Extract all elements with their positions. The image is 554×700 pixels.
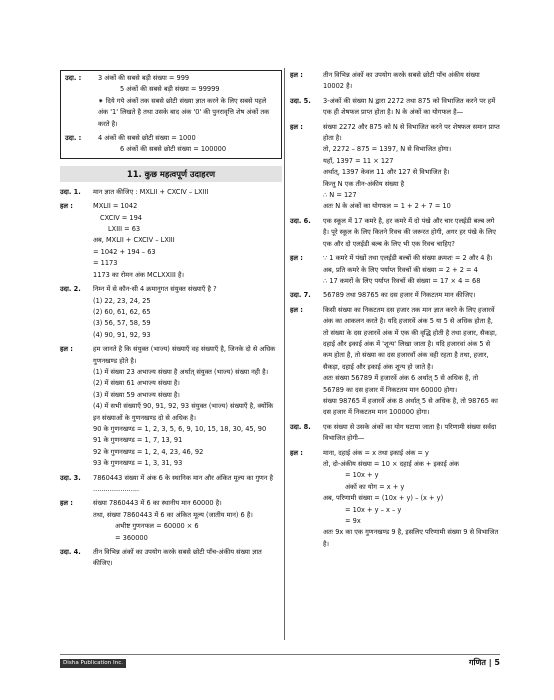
text-line: [60, 296, 282, 307]
text-line: [290, 305, 500, 373]
line-label: उदा. 5.: [290, 96, 311, 105]
text-line: [290, 448, 500, 459]
line-text: संख्या 98765 में हजारवें अंक 8 अर्थात् 5 से अधिक है, तो 98765 का दस हजार में निकटतम मान 100000 होगा।: [323, 396, 498, 417]
text-line: [60, 533, 282, 544]
line-text: = 10x + y: [345, 471, 379, 480]
line-text: अतः 9x का एक गुणनखण्ड 9 है, इसलिए परिणामी संख्या 9 से विभाजित है।: [323, 528, 499, 548]
line-label: उदा. :: [65, 134, 82, 143]
line-label: [60, 307, 93, 318]
text-line: [290, 505, 500, 516]
line-text: तो, 2272 – 875 = 1397, N से विभाजित होगा।: [323, 145, 452, 154]
line-text: 5 अंकों की सबसे बड़ी संख्या = 99999: [120, 85, 220, 94]
line-label: [290, 482, 323, 493]
line-text: (3) में संख्या 59 अभाज्य संख्या है।: [93, 390, 180, 399]
line-label: [60, 401, 93, 424]
right-content: [290, 70, 500, 550]
text-line: [60, 235, 282, 246]
text-line: [290, 190, 500, 201]
text-line: [60, 201, 282, 212]
line-label: [60, 458, 93, 469]
text-line: [290, 70, 500, 93]
line-label: [60, 390, 93, 401]
text-line: [290, 201, 500, 212]
line-text: 1173 का रोमन अंक MCLXXIII है।: [93, 270, 184, 279]
line-label: [60, 258, 93, 269]
line-text: CXCIV = 194: [100, 213, 143, 222]
line-label: [290, 156, 323, 167]
line-label: हल :: [290, 254, 303, 263]
line-text: 92 के गुणनखण्ड = 1, 2, 4, 23, 46, 92: [93, 447, 204, 456]
line-label: [65, 84, 98, 95]
line-label: [290, 516, 323, 527]
text-line: [65, 144, 277, 155]
line-text: अर्थात्, 1397 केवल 11 और 127 से विभाजित है।: [323, 168, 450, 177]
line-label: [290, 276, 323, 287]
page-number: गणित | 5: [469, 658, 500, 667]
line-text: किसी संख्या का निकटतम दस हजार तक मान ज्ञात करने के लिए हजारवें अंक का आकलन करते है। यदि हजारवें अंक 5 या 5 से अधिक होता है, तो संख्या के दस हजारवें अंक में एक की वृद्धि होती है तथा हजार, सैकड़ा, दहाई और इकाई अंक में 'शून्य' लिखा जाता है। यदि हजारवां अंक 5 से कम होता है, तो संख्या का दस हजारवाँ अंक वही रहता है तथा, हजार, सैकड़ा, दहाई और इकाई अंक शून्य हो जाते है।: [323, 305, 497, 371]
line-text: 3-अंकों की संख्या N द्वारा 2272 तथा 875 को विभाजित करने पर हमें एक ही शेषफल प्राप्त होता है। N के अंकों का योगफल है—: [323, 96, 496, 117]
text-line: [60, 378, 282, 389]
left-column: [60, 70, 282, 570]
text-line: [290, 122, 500, 145]
right-column: [290, 70, 500, 550]
text-line: [290, 253, 500, 264]
info-box: [60, 70, 282, 159]
line-label: [65, 96, 98, 130]
line-text: (1) में संख्या 23 अभाज्य संख्या है अर्थात् संयुक्त (भाज्य) संख्या नही है।: [93, 367, 269, 376]
text-line: [60, 224, 282, 235]
text-line: [65, 96, 277, 130]
line-label: हल :: [60, 499, 73, 508]
text-line: [60, 447, 282, 458]
text-line: [290, 276, 500, 287]
line-text: LXIII = 63: [108, 225, 141, 234]
text-line: [60, 270, 282, 281]
line-text: = 1173: [93, 259, 118, 268]
line-text: अतः संख्या 56789 में हजारवें अंक 6 अर्थात् 5 से अधिक है, तो 56789 का दस हजार में निकटतम मान 60000 होगा।: [323, 374, 479, 394]
text-line: [60, 547, 282, 570]
text-line: [60, 424, 282, 435]
line-text: हम जानते है कि संयुक्त (भाज्य) संख्याएँ वह संख्याएँ है, जिनके दो से अधिक गुणनखण्ड होते है।: [93, 345, 276, 365]
text-line: [60, 284, 282, 295]
text-line: [290, 527, 500, 550]
text-line: [290, 216, 500, 250]
line-label: [290, 459, 323, 470]
line-text: अब, MXLII + CXCIV – LXIII: [93, 236, 175, 245]
line-label: उदा. :: [65, 74, 82, 82]
text-line: [290, 470, 500, 481]
line-label: [60, 224, 93, 235]
line-text: (4) में सभी संख्याएँ 90, 91, 92, 93 संयुक्त (भाज्य) संख्याएँ है, क्योंकि इन संख्याओं के गुणनखण्ड दो से अधिक है।: [93, 402, 274, 422]
line-label: [290, 396, 323, 419]
text-line: [290, 482, 500, 493]
text-line: [290, 265, 500, 276]
line-label: उदा. 8.: [290, 422, 311, 431]
text-line: [60, 473, 282, 496]
line-label: [290, 167, 323, 178]
line-text: (2) में संख्या 61 अभाज्य संख्या है।: [93, 379, 180, 388]
line-text: निम्न में से कौन-सी 4 क्रमानुगत संयुक्त संख्याएँ है ?: [93, 285, 217, 294]
line-text: (3) 56, 57, 58, 59: [93, 319, 151, 328]
text-line: [60, 367, 282, 378]
text-line: [60, 401, 282, 424]
line-text: 93 के गुणनखण्ड = 1, 3, 31, 93: [93, 459, 183, 468]
text-line: [290, 373, 500, 396]
line-text: संख्या 2272 और 875 को N से विभाजित करने पर शेषफल समान प्राप्त होता है।: [323, 122, 500, 143]
line-label: [60, 510, 93, 521]
line-label: हल :: [60, 345, 73, 354]
line-label: [290, 144, 323, 155]
text-line: [60, 213, 282, 224]
text-line: [60, 307, 282, 318]
text-line: [60, 187, 282, 198]
text-line: [290, 422, 500, 445]
text-line: [60, 247, 282, 258]
line-text: अभीष्ट गुणनफल = 60000 × 6: [115, 522, 199, 531]
line-label: [290, 179, 323, 190]
line-label: [60, 270, 93, 281]
text-line: [290, 396, 500, 419]
line-label: हल :: [290, 305, 303, 314]
text-line: [290, 179, 500, 190]
line-label: [290, 505, 323, 516]
line-label: हल :: [290, 122, 303, 131]
line-label: [60, 378, 93, 389]
line-label: [60, 424, 93, 435]
line-text: 3 अंकों की सबसे बड़ी संख्या = 999: [98, 74, 190, 82]
publisher-logo: Disha Publication Inc.: [60, 659, 126, 668]
line-label: [290, 373, 323, 396]
text-line: [290, 167, 500, 178]
text-line: [60, 435, 282, 446]
line-text: 90 के गुणनखण्ड = 1, 2, 3, 5, 6, 9, 10, 15, 18, 30, 45, 90: [93, 424, 267, 433]
line-label: [60, 521, 93, 532]
line-text: यहाँ, 1397 = 11 × 127: [323, 156, 394, 165]
line-label: उदा. 1.: [60, 187, 81, 196]
line-label: [60, 235, 93, 246]
line-label: [290, 190, 323, 201]
line-text: तीन विभिन्न अंकों का उपयोग करके सबसे छोटी पाँच-अंकीय संख्या ज्ञात कीजिए।: [93, 548, 262, 568]
line-label: [60, 435, 93, 446]
line-text: (2) 60, 61, 62, 65: [93, 307, 151, 316]
line-label: [60, 330, 93, 341]
line-label: [290, 201, 323, 212]
line-label: उदा. 3.: [60, 473, 81, 482]
line-label: हल :: [60, 202, 73, 211]
line-label: उदा. 6.: [290, 216, 311, 225]
line-text: एक स्कूल में 17 कमरे है, हर कमरे में दो पंखे और चार एलईडी बल्ब लगे है। पूरे स्कूल के लिए कितने रिवच की जरूरत होगी, अगर हर पंखे के लिए एक और दो एलईडी बल्ब के लिए भी एक रिवच चाहिए?: [323, 216, 496, 248]
text-line: [60, 344, 282, 367]
line-text: माना, दहाई अंक = x तथा इकाई अंक = y: [323, 448, 429, 457]
line-text: ∴ N = 127: [323, 191, 357, 200]
text-line: [65, 84, 277, 95]
line-text: MXLII = 1042: [93, 202, 138, 211]
line-label: हल :: [290, 448, 303, 457]
line-text: मान ज्ञात कीजिए : MXLII + CXCIV – LXIII: [93, 187, 209, 196]
line-text: 4 अंकों की सबसे छोटी संख्या = 1000: [98, 134, 196, 143]
line-label: उदा. 7.: [290, 291, 311, 300]
line-text: संख्या 7860443 में 6 का स्थानीय मान 60000 है।: [93, 499, 222, 508]
text-line: [60, 390, 282, 401]
line-text: ∵ 1 कमरे में पंखों तथा एलईडी बल्बों की संख्या क्रमशः = 2 और 4 है।: [323, 254, 493, 263]
line-label: [65, 144, 98, 155]
line-text: (1) 22, 23, 24, 25: [93, 296, 151, 305]
text-line: [60, 258, 282, 269]
line-text: = 1042 + 194 – 63: [93, 247, 156, 256]
text-line: [290, 96, 500, 119]
text-line: [65, 73, 277, 84]
line-label: [60, 318, 93, 329]
line-text: 56789 तथा 98765 का दस हजार में निकटतम मान कीजिए।: [323, 291, 476, 300]
line-text: अब, प्रति कमरे के लिए पर्याप्त रिवचों की संख्या = 2 + 2 = 4: [323, 265, 478, 274]
footer-rule: [60, 654, 500, 655]
line-label: [290, 493, 323, 504]
column-divider: [284, 68, 285, 640]
line-text: = 10x + y – x – y: [345, 505, 402, 514]
line-text: अंकों का योग = x + y: [345, 482, 405, 491]
text-line: [60, 521, 282, 532]
text-line: [60, 458, 282, 469]
text-line: [60, 330, 282, 341]
line-text: तो, दो-अंकीय संख्या = 10 × दहाई अंक + इकाई अंक: [323, 460, 459, 468]
line-label: [60, 533, 93, 544]
line-text: 91 के गुणनखण्ड = 1, 7, 13, 91: [93, 436, 183, 445]
text-line: [290, 156, 500, 167]
left-content: [60, 187, 282, 570]
line-label: [290, 470, 323, 481]
line-label: [60, 213, 93, 224]
line-label: उदा. 4.: [60, 548, 81, 557]
line-text: (4) 90, 91, 92, 93: [93, 330, 151, 339]
line-text: तथा, संख्या 7860443 में 6 का अंकित मूल्य (जातीय मान) 6 है।: [93, 510, 253, 519]
line-label: [60, 367, 93, 378]
text-line: [60, 510, 282, 521]
line-label: [290, 527, 323, 550]
line-label: हल :: [290, 71, 303, 79]
text-line: [60, 498, 282, 509]
line-text: किन्तु N एक तीन-अंकीय संख्या है: [323, 179, 405, 188]
line-label: [290, 265, 323, 276]
text-line: [65, 133, 277, 144]
line-text: 7860443 संख्या में अंक 6 के स्थानिक मान और अंकित मूल्य का गुणन है ......................: [93, 473, 274, 493]
line-text: अतः N के अंकों का योगफल = 1 + 2 + 7 = 10: [323, 202, 451, 211]
line-text: तीन विभिन्न अंकों का उपयोग करके सबसे छोटी पाँच अंकीय संख्या 10002 है।: [323, 71, 480, 91]
line-text: = 9x: [345, 517, 361, 526]
line-text: अब, परिणामी संख्या = (10x + y) – (x + y): [323, 494, 444, 503]
line-label: [60, 247, 93, 258]
line-text: = 360000: [115, 533, 148, 542]
text-line: [290, 516, 500, 527]
line-text: 6 अंकों की सबसे छोटी संख्या = 100000: [120, 145, 227, 154]
section-heading: 11. कुछ महत्वपूर्ण उदाहरण: [60, 166, 282, 182]
text-line: [60, 318, 282, 329]
line-text: ∴ 17 कमरों के लिए पर्याप्त रिवचों की संख्या = 17 × 4 = 68: [323, 276, 481, 285]
line-text: एक संख्या से उसके अंकों का योग घटाया जाता है। परिणामी संख्या सर्वदा विभाजित होगी—: [323, 422, 497, 443]
line-text: ⁕ दिये गये अंकों तक सबसे छोटी संख्या ज्ञात करने के लिए सबसे पहले अंक '1' लिखते है तथा उसके बाद अंक '0' की पुनरावृत्ति शेष अंकों तक करते है।: [98, 96, 270, 128]
line-label: [60, 447, 93, 458]
line-label: उदा. 2.: [60, 285, 81, 294]
text-line: [290, 459, 500, 470]
text-line: [290, 290, 500, 301]
text-line: [290, 493, 500, 504]
line-label: [60, 296, 93, 307]
text-line: [290, 144, 500, 155]
